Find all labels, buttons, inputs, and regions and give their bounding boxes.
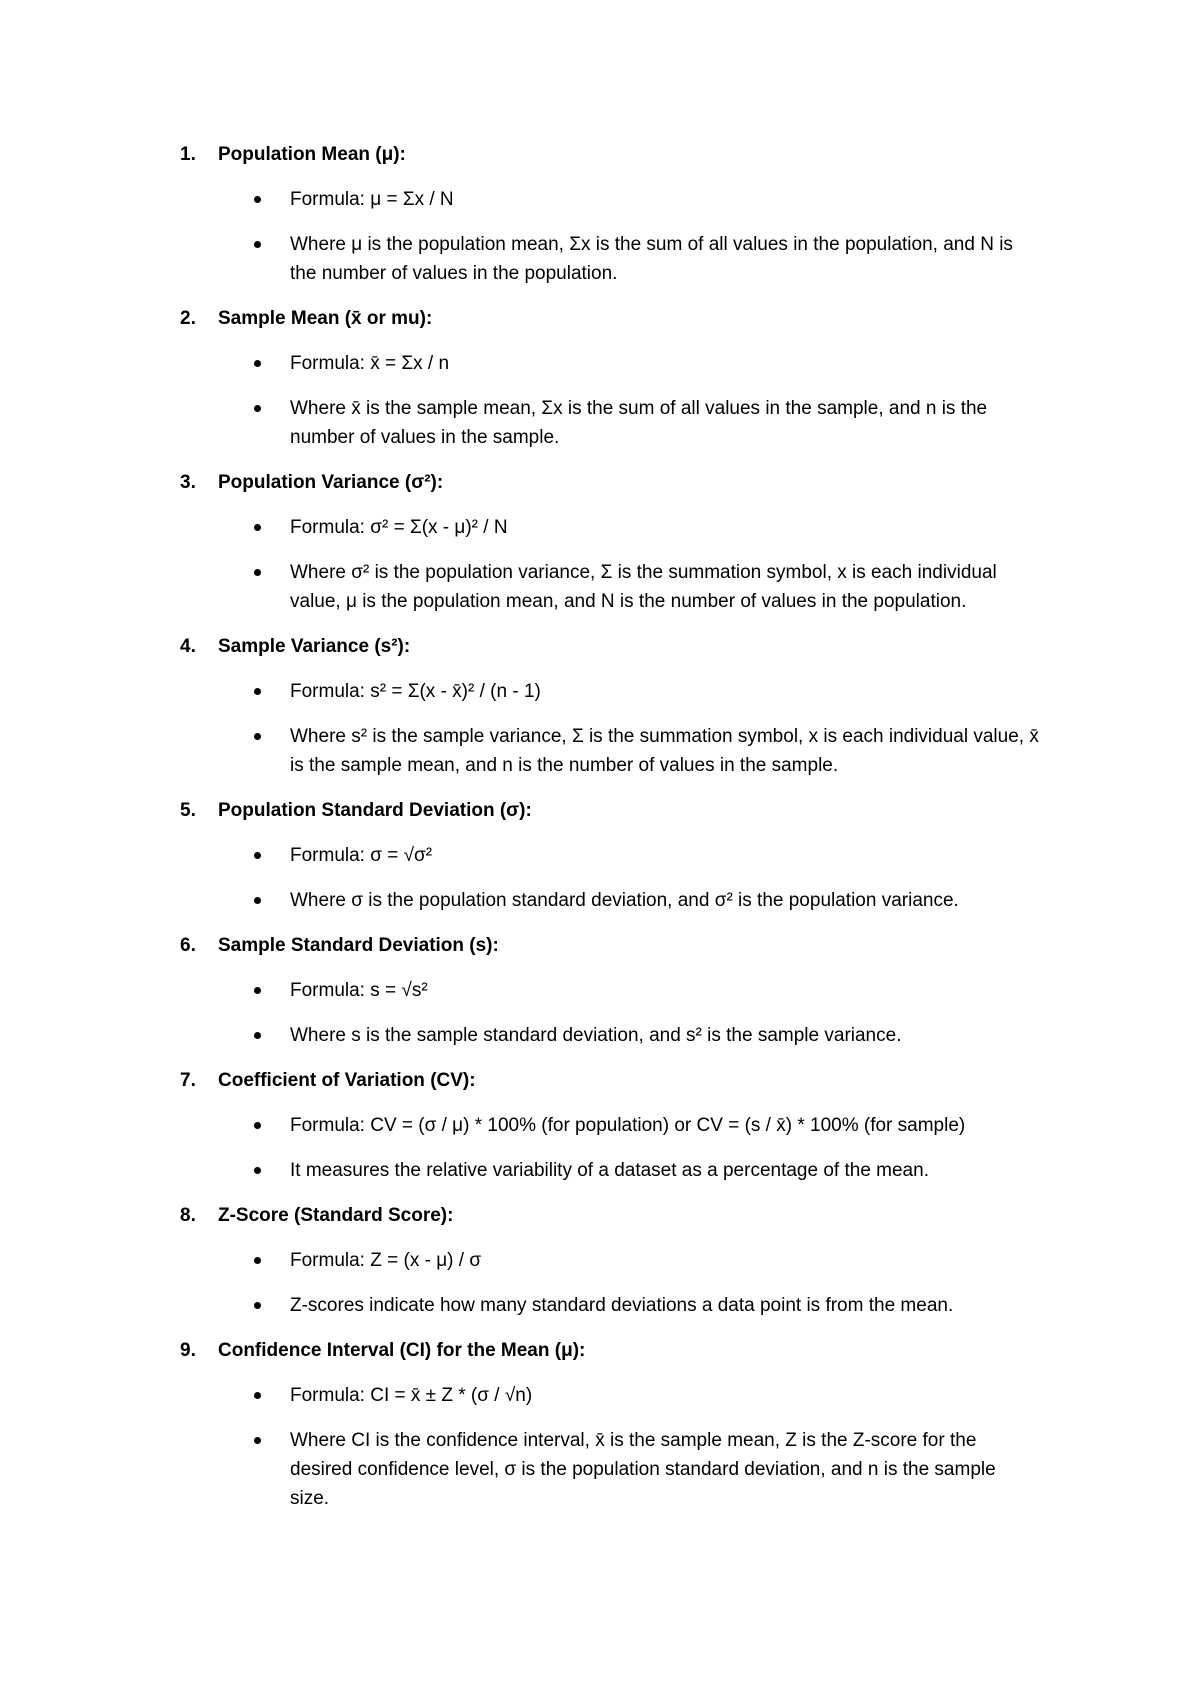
section-population-variance [180,468,1200,616]
section-title: Z-Score (Standard Score): [218,1205,454,1226]
list-item [180,722,1040,780]
bullet-icon [254,524,261,531]
section-title: Confidence Interval (CI) for the Mean (μ): [218,1340,586,1361]
bullet-text: Formula: σ = √σ² [290,845,433,866]
bullet-text: Z-scores indicate how many standard deviations a data point is from the mean. [290,1295,954,1316]
bullet-icon [254,852,261,859]
bullet-icon [254,1302,261,1309]
section-number: 6. [180,935,196,956]
section-number: 4. [180,636,196,657]
list-item [180,976,1040,1005]
section-sample-variance [180,632,1200,780]
section-heading [180,796,1200,825]
section-number: 9. [180,1340,196,1361]
section-title: Sample Mean (x̄ or mu): [218,308,433,329]
list-item [180,1111,1040,1140]
bullet-text: Formula: s² = Σ(x - x̄)² / (n - 1) [290,681,541,702]
section-sample-mean [180,304,1200,452]
list-item [180,185,1040,214]
bullet-icon [254,360,261,367]
bullet-text: Where σ² is the population variance, Σ is the summation symbol, x is each individual value, μ is the population mean, and N is the number of values in the population. [290,562,997,612]
bullet-text: Where σ is the population standard deviation, and σ² is the population variance. [290,890,959,911]
bullet-text: Formula: μ = Σx / N [290,189,454,210]
section-number: 5. [180,800,196,821]
bullet-text: Where CI is the confidence interval, x̄ is the sample mean, Z is the Z-score for the desired confidence level, σ is the population standard deviation, and n is the sample size. [290,1430,996,1509]
list-item [180,558,1040,616]
section-heading [180,632,1200,661]
section-coefficient-of-variation [180,1066,1200,1185]
section-number: 2. [180,308,196,329]
bullet-icon [254,241,261,248]
bullet-icon [254,987,261,994]
bullet-text: Where s is the sample standard deviation, and s² is the sample variance. [290,1025,902,1046]
list-item [180,1291,1040,1320]
bullet-list [180,677,1200,780]
list-item [180,1021,1040,1050]
bullet-text: Formula: x̄ = Σx / n [290,353,450,374]
list-item [180,1381,1040,1410]
bullet-list [180,185,1200,288]
section-z-score [180,1201,1200,1320]
bullet-list [180,513,1200,616]
bullet-icon [254,1122,261,1129]
list-item [180,230,1040,288]
bullet-icon [254,1437,261,1444]
bullet-text: Where μ is the population mean, Σx is the sum of all values in the population, and N is the number of values in the population. [290,234,1013,284]
list-item [180,1426,1040,1513]
bullet-list [180,1381,1200,1513]
section-heading [180,931,1200,960]
section-number: 8. [180,1205,196,1226]
section-heading [180,1066,1200,1095]
bullet-text: Formula: s = √s² [290,980,428,1001]
section-heading [180,1201,1200,1230]
bullet-text: Formula: σ² = Σ(x - μ)² / N [290,517,508,538]
section-number: 3. [180,472,196,493]
bullet-text: Where x̄ is the sample mean, Σx is the sum of all values in the sample, and n is the number of values in the sample. [290,398,988,448]
bullet-list [180,1111,1200,1185]
list-item [180,886,1040,915]
bullet-text: Formula: CI = x̄ ± Z * (σ / √n) [290,1385,533,1406]
section-title: Population Standard Deviation (σ): [218,800,532,821]
list-item [180,841,1040,870]
section-number: 7. [180,1070,196,1091]
bullet-icon [254,569,261,576]
list-item [180,1246,1040,1275]
bullet-text: It measures the relative variability of a dataset as a percentage of the mean. [290,1160,929,1181]
bullet-icon [254,1392,261,1399]
section-confidence-interval [180,1336,1200,1513]
section-number: 1. [180,144,196,165]
bullet-icon [254,897,261,904]
bullet-list [180,841,1200,915]
bullet-icon [254,1032,261,1039]
bullet-text: Where s² is the sample variance, Σ is the summation symbol, x is each individual value, x̄ is the sample mean, and n is the number of values in the sample. [290,726,1039,776]
section-title: Population Variance (σ²): [218,472,444,493]
bullet-list [180,1246,1200,1320]
section-heading [180,468,1200,497]
bullet-text: Formula: Z = (x - μ) / σ [290,1250,482,1271]
list-item [180,677,1040,706]
section-sample-std-deviation [180,931,1200,1050]
bullet-icon [254,405,261,412]
section-title: Population Mean (μ): [218,144,406,165]
bullet-list [180,976,1200,1050]
section-title: Coefficient of Variation (CV): [218,1070,476,1091]
bullet-icon [254,1257,261,1264]
section-population-std-deviation [180,796,1200,915]
section-title: Sample Variance (s²): [218,636,411,657]
bullet-text: Formula: CV = (σ / μ) * 100% (for population) or CV = (s / x̄) * 100% (for sample) [290,1115,966,1136]
bullet-icon [254,1167,261,1174]
list-item [180,394,1040,452]
bullet-icon [254,733,261,740]
section-population-mean [180,140,1200,288]
list-item [180,513,1040,542]
section-heading [180,140,1200,169]
list-item [180,349,1040,378]
section-title: Sample Standard Deviation (s): [218,935,499,956]
section-heading [180,1336,1200,1365]
bullet-icon [254,688,261,695]
bullet-icon [254,196,261,203]
bullet-list [180,349,1200,452]
section-heading [180,304,1200,333]
list-item [180,1156,1040,1185]
